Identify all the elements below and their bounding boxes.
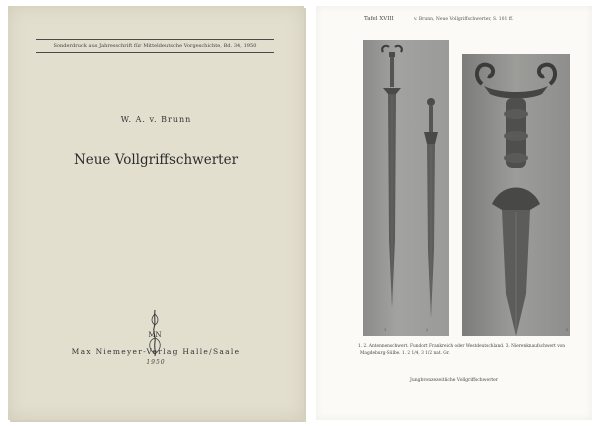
cover-bottom-rule <box>36 52 274 53</box>
sword-1-image <box>382 46 402 308</box>
cover-year: 1950 <box>146 359 166 366</box>
cover-author: W. A. v. Brunn <box>120 115 192 124</box>
fig-number-3: 3 <box>566 328 569 332</box>
plate-caption <box>358 343 578 357</box>
fig-number-1: 1 <box>384 328 387 332</box>
cover-top-rule <box>36 39 274 40</box>
plate-label: Tafel XVIII <box>364 16 394 22</box>
cover-title: Neue Vollgriffschwerter <box>73 152 239 168</box>
booklet-cover <box>8 6 304 420</box>
plate-caption-line-1: 1. 2. Antennenschwert. Fundort Frankreich oder Westdeutschland. 3. Nierenknaufschwert von <box>358 344 566 349</box>
plate-caption-line-2: Magdeburg-Sülbe. 1. 2 1/4, 3 1/2 nat. Gr. <box>360 351 450 356</box>
cover-series-line: Sonderdruck aus Jahresschrift für Mitteldeutsche Vorgeschichte, Bd. 34, 1950 <box>53 43 257 49</box>
cover-publisher: Max Niemeyer-Verlag Halle/Saale <box>71 347 241 356</box>
fig-number-2: 2 <box>426 328 429 332</box>
plate-page <box>316 6 592 420</box>
plate-footer: Jungbronzezeitliche Vollgriffschwerter <box>410 378 498 383</box>
sword-3-image <box>477 65 555 336</box>
photo-swords-1-2 <box>363 40 449 336</box>
svg-text:MN: MN <box>148 331 162 339</box>
sword-2-image <box>424 98 438 318</box>
plate-running-head: v. Brunn, Neue Vollgriffschwerter, S. 101 ff. <box>414 17 514 22</box>
photo-sword-3 <box>462 54 570 336</box>
